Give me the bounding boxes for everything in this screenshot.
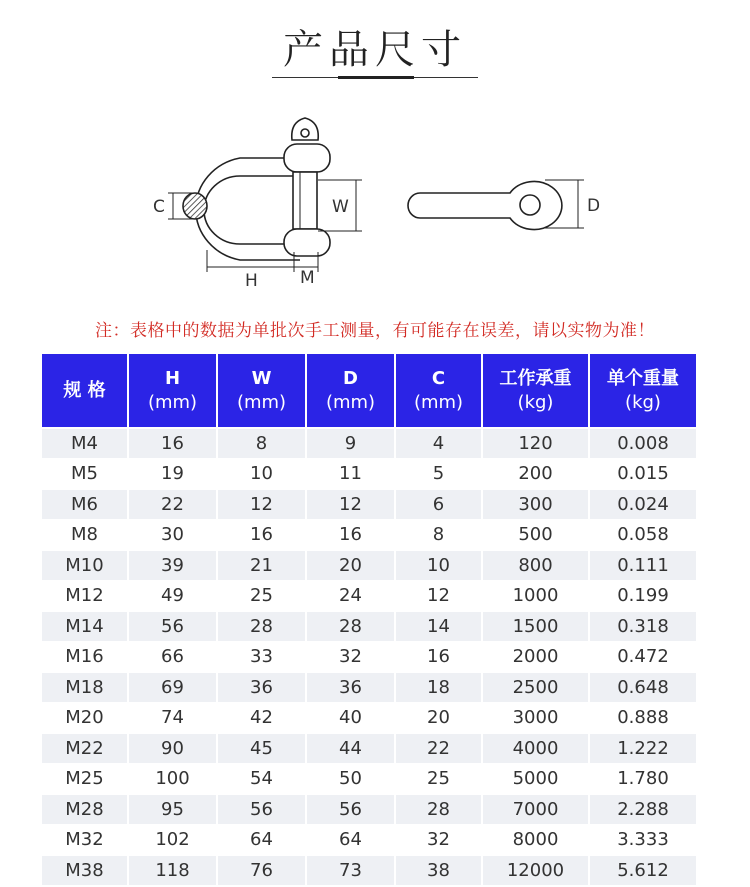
cell-w: 64 — [218, 826, 305, 855]
cell-unit-weight: 0.648 — [590, 673, 696, 702]
cell-unit-weight: 0.024 — [590, 490, 696, 519]
header-d: D (mm) — [307, 354, 394, 427]
cell-h: 16 — [129, 429, 216, 458]
cell-d: 11 — [307, 460, 394, 489]
table-body — [42, 429, 696, 885]
header-c: C (mm) — [396, 354, 481, 427]
dimension-label-c: C — [153, 197, 165, 217]
cell-spec: M32 — [42, 826, 127, 855]
table-row — [42, 856, 696, 885]
cell-spec: M12 — [42, 582, 127, 611]
cell-spec: M6 — [42, 490, 127, 519]
cell-h: 74 — [129, 704, 216, 733]
cell-w: 10 — [218, 460, 305, 489]
cell-working-load: 1000 — [483, 582, 588, 611]
header-working-load: 工作承重 (kg) — [483, 354, 588, 427]
cell-c: 28 — [396, 795, 481, 824]
page-title: 产品尺寸 — [283, 27, 467, 73]
table-row — [42, 795, 696, 824]
dimension-label-h: H — [245, 271, 258, 291]
cell-spec: M14 — [42, 612, 127, 641]
table-row — [42, 765, 696, 794]
cell-working-load: 8000 — [483, 826, 588, 855]
cell-spec: M22 — [42, 734, 127, 763]
cell-c: 10 — [396, 551, 481, 580]
cell-unit-weight: 0.111 — [590, 551, 696, 580]
table-row — [42, 490, 696, 519]
cell-unit-weight: 1.780 — [590, 765, 696, 794]
header-h: H (mm) — [129, 354, 216, 427]
table-row — [42, 612, 696, 641]
cell-unit-weight: 0.472 — [590, 643, 696, 672]
cell-d: 50 — [307, 765, 394, 794]
cell-w: 8 — [218, 429, 305, 458]
cell-c: 8 — [396, 521, 481, 550]
cell-w: 33 — [218, 643, 305, 672]
cell-spec: M8 — [42, 521, 127, 550]
table-row — [42, 551, 696, 580]
cell-w: 12 — [218, 490, 305, 519]
table-row — [42, 704, 696, 733]
cell-unit-weight: 0.888 — [590, 704, 696, 733]
cell-unit-weight: 3.333 — [590, 826, 696, 855]
cell-unit-weight: 0.015 — [590, 460, 696, 489]
cell-c: 12 — [396, 582, 481, 611]
cell-c: 4 — [396, 429, 481, 458]
cell-d: 20 — [307, 551, 394, 580]
cell-h: 69 — [129, 673, 216, 702]
cell-d: 56 — [307, 795, 394, 824]
cell-c: 22 — [396, 734, 481, 763]
cell-h: 56 — [129, 612, 216, 641]
cell-d: 32 — [307, 643, 394, 672]
pin-side-view — [408, 182, 562, 230]
cell-h: 66 — [129, 643, 216, 672]
cell-d: 16 — [307, 521, 394, 550]
cell-unit-weight: 0.318 — [590, 612, 696, 641]
cell-spec: M25 — [42, 765, 127, 794]
cell-d: 24 — [307, 582, 394, 611]
cell-working-load: 4000 — [483, 734, 588, 763]
table-row — [42, 826, 696, 855]
table-row — [42, 521, 696, 550]
cell-h: 102 — [129, 826, 216, 855]
cell-h: 49 — [129, 582, 216, 611]
cell-spec: M5 — [42, 460, 127, 489]
cell-h: 19 — [129, 460, 216, 489]
cell-spec: M20 — [42, 704, 127, 733]
cell-w: 45 — [218, 734, 305, 763]
header-w: W (mm) — [218, 354, 305, 427]
table-row — [42, 460, 696, 489]
cell-w: 25 — [218, 582, 305, 611]
table-row — [42, 582, 696, 611]
cell-h: 39 — [129, 551, 216, 580]
cell-spec: M16 — [42, 643, 127, 672]
cell-working-load: 120 — [483, 429, 588, 458]
cell-c: 18 — [396, 673, 481, 702]
specification-table — [40, 352, 698, 887]
cell-d: 36 — [307, 673, 394, 702]
cell-working-load: 3000 — [483, 704, 588, 733]
cell-spec: M28 — [42, 795, 127, 824]
cell-h: 118 — [129, 856, 216, 885]
cell-h: 30 — [129, 521, 216, 550]
cell-spec: M18 — [42, 673, 127, 702]
cell-h: 90 — [129, 734, 216, 763]
dimension-label-m: M — [300, 268, 315, 288]
cell-working-load: 7000 — [483, 795, 588, 824]
cell-h: 95 — [129, 795, 216, 824]
cell-w: 76 — [218, 856, 305, 885]
cell-w: 56 — [218, 795, 305, 824]
cell-d: 28 — [307, 612, 394, 641]
cell-d: 9 — [307, 429, 394, 458]
cell-working-load: 300 — [483, 490, 588, 519]
dimension-label-d: D — [587, 196, 601, 216]
table-row — [42, 643, 696, 672]
cell-spec: M4 — [42, 429, 127, 458]
cell-working-load: 2000 — [483, 643, 588, 672]
cell-working-load: 1500 — [483, 612, 588, 641]
cell-w: 54 — [218, 765, 305, 794]
cell-working-load: 2500 — [483, 673, 588, 702]
measurement-note: 注：表格中的数据为单批次手工测量，有可能存在误差，请以实物为准！ — [95, 321, 655, 341]
cell-d: 73 — [307, 856, 394, 885]
cell-c: 14 — [396, 612, 481, 641]
cell-w: 42 — [218, 704, 305, 733]
header-unit-weight: 单个重量 (kg) — [590, 354, 696, 427]
cell-c: 6 — [396, 490, 481, 519]
cell-d: 64 — [307, 826, 394, 855]
cell-d: 44 — [307, 734, 394, 763]
cell-c: 32 — [396, 826, 481, 855]
cell-unit-weight: 2.288 — [590, 795, 696, 824]
cell-working-load: 200 — [483, 460, 588, 489]
cell-unit-weight: 0.058 — [590, 521, 696, 550]
cell-working-load: 5000 — [483, 765, 588, 794]
cell-d: 40 — [307, 704, 394, 733]
title-underline-accent — [338, 76, 414, 79]
table-row — [42, 673, 696, 702]
cell-w: 28 — [218, 612, 305, 641]
cell-c: 25 — [396, 765, 481, 794]
cell-w: 16 — [218, 521, 305, 550]
cell-c: 38 — [396, 856, 481, 885]
cell-working-load: 500 — [483, 521, 588, 550]
cell-w: 36 — [218, 673, 305, 702]
table-row — [42, 734, 696, 763]
table-row — [42, 429, 696, 458]
cell-h: 22 — [129, 490, 216, 519]
cell-h: 100 — [129, 765, 216, 794]
cell-spec: M38 — [42, 856, 127, 885]
cell-w: 21 — [218, 551, 305, 580]
header-spec: 规 格 — [42, 354, 127, 427]
cell-c: 16 — [396, 643, 481, 672]
table-header-row — [42, 354, 696, 427]
shackle-dimension-diagram — [0, 100, 750, 300]
dimension-label-w: W — [332, 197, 349, 217]
shackle-front-view — [183, 118, 330, 260]
cell-unit-weight: 0.199 — [590, 582, 696, 611]
cell-working-load: 12000 — [483, 856, 588, 885]
cell-unit-weight: 1.222 — [590, 734, 696, 763]
cell-unit-weight: 0.008 — [590, 429, 696, 458]
cell-c: 20 — [396, 704, 481, 733]
cell-unit-weight: 5.612 — [590, 856, 696, 885]
cell-spec: M10 — [42, 551, 127, 580]
cell-c: 5 — [396, 460, 481, 489]
cell-d: 12 — [307, 490, 394, 519]
cell-working-load: 800 — [483, 551, 588, 580]
